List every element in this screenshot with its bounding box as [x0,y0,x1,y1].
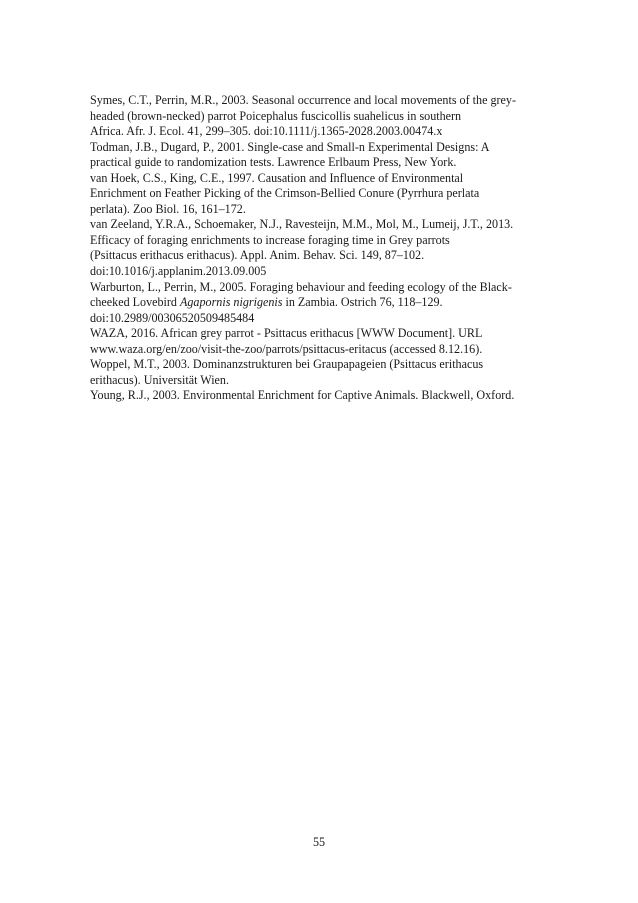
reference-line: Symes, C.T., Perrin, M.R., 2003. Seasonal occurrence and local movements of the grey- [90,93,516,107]
reference-waza-2016 [90,326,558,357]
reference-line: perlata). Zoo Biol. 16, 161–172. [90,201,246,216]
reference-line: doi:10.1016/j.applanim.2013.09.005 [90,264,267,279]
species-name-italic: Agapornis nigrigenis [180,295,283,310]
reference-line: Woppel, M.T., 2003. Dominanzstrukturen bei Graupapageien (Psittacus erithacus [90,357,484,372]
reference-line: erithacus). Universität Wien. [90,372,229,387]
reference-line [90,295,558,311]
reference-line: van Zeeland, Y.R.A., Schoemaker, N.J., Ravesteijn, M.M., Mol, M., Lumeij, J.T., 2013. [90,217,514,232]
reference-line: Warburton, L., Perrin, M., 2005. Foraging behaviour and feeding ecology of the Black- [90,279,512,294]
reference-line: WAZA, 2016. African grey parrot - Psittacus erithacus [WWW Document]. URL [90,326,483,341]
reference-line: van Hoek, C.S., King, C.E., 1997. Causation and Influence of Environmental [90,170,464,185]
reference-warburton-2005 [90,280,558,327]
reference-symes-2003 [90,93,558,140]
reference-line: Todman, J.B., Dugard, P., 2001. Single-case and Small-n Experimental Designs: A [90,139,490,154]
reference-text: in Zambia. Ostrich 76, 118–129. [282,295,443,310]
reference-line: Africa. Afr. J. Ecol. 41, 299–305. doi:10.1111/j.1365-2028.2003.00474.x [90,124,443,139]
reference-van-zeeland-2013 [90,217,558,279]
reference-line: (Psittacus erithacus erithacus). Appl. Anim. Behav. Sci. 149, 87–102. [90,248,425,263]
reference-list [90,93,558,404]
reference-woppel-2003 [90,357,558,388]
reference-van-hoek-1997 [90,171,558,218]
reference-line: headed (brown-necked) parrot Poicephalus fuscicollis suahelicus in southern [90,108,462,123]
reference-line: Enrichment on Feather Picking of the Crimson-Bellied Conure (Pyrrhura perlata [90,186,480,201]
reference-todman-2001 [90,140,558,171]
page-number: 55 [312,835,326,849]
reference-line: www.waza.org/en/zoo/visit-the-zoo/parrots/psittacus-eritacus (accessed 8.12.16). [90,341,483,356]
reference-line: practical guide to randomization tests. Lawrence Erlbaum Press, New York. [90,155,457,170]
reference-young-2003 [90,388,558,404]
reference-text: cheeked Lovebird [90,295,180,310]
reference-line: Young, R.J., 2003. Environmental Enrichment for Captive Animals. Blackwell, Oxford. [90,388,515,403]
reference-line: Efficacy of foraging enrichments to increase foraging time in Grey parrots [90,232,450,247]
reference-line: doi:10.2989/00306520509485484 [90,310,255,325]
